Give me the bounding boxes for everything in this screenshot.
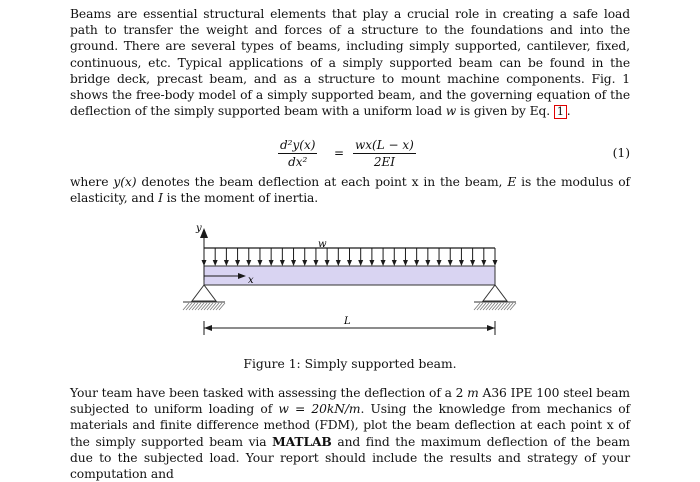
hatch-line bbox=[507, 303, 513, 310]
rhs-numerator: wx(L − x) bbox=[355, 138, 414, 152]
hatch-line bbox=[183, 303, 189, 310]
span-arrow-left bbox=[204, 325, 212, 331]
task-text-4: and find the maximum deflection of the beam due to the subjected load. Your report should include the results and strategy of your computation and bbox=[70, 434, 630, 482]
equals-sign: = bbox=[334, 146, 345, 160]
load-arrow-head bbox=[213, 260, 218, 266]
load-arrow-head bbox=[257, 260, 262, 266]
load-arrow-head bbox=[269, 260, 274, 266]
def-text-2: denotes the beam deflection at each point x in the beam, bbox=[136, 175, 508, 189]
lhs-denominator: dx² bbox=[288, 155, 308, 169]
load-variable: w bbox=[445, 104, 457, 119]
span-arrow-right bbox=[487, 325, 495, 331]
hatch-line bbox=[501, 303, 507, 310]
x-axis-label: x bbox=[248, 275, 254, 286]
rhs-denominator: 2EI bbox=[373, 155, 395, 169]
hatch-line bbox=[495, 303, 501, 310]
load-arrow-head bbox=[336, 260, 341, 266]
intro-text-end: . bbox=[566, 104, 571, 119]
right-support bbox=[483, 285, 507, 301]
load-arrow-head bbox=[235, 260, 240, 266]
load-arrow-head bbox=[493, 260, 498, 266]
load-arrow-head bbox=[481, 260, 486, 266]
task-paragraph bbox=[70, 385, 630, 482]
load-arrow-head bbox=[381, 260, 386, 266]
hatch-line bbox=[192, 303, 198, 310]
load-arrow-head bbox=[459, 260, 464, 266]
hatch-line bbox=[492, 303, 498, 310]
hatch-line bbox=[198, 303, 204, 310]
load-arrow-head bbox=[403, 260, 408, 266]
span-label: L bbox=[344, 316, 351, 327]
load-arrow-head bbox=[325, 260, 330, 266]
def-text-1: where bbox=[70, 175, 114, 189]
left-support bbox=[192, 285, 216, 301]
load-arrow-head bbox=[437, 260, 442, 266]
right-ground-hatch bbox=[474, 303, 516, 310]
hatch-line bbox=[483, 303, 489, 310]
load-expression: w = 20kN/m bbox=[278, 402, 361, 417]
load-arrow-head bbox=[425, 260, 430, 266]
unit-meter: m bbox=[467, 386, 479, 400]
hatch-line bbox=[489, 303, 495, 310]
matlab-keyword: MATLAB bbox=[272, 433, 332, 449]
task-text-2: A36 IPE 100 steel beam subjected to uniform loading of bbox=[70, 386, 630, 417]
hatch-line bbox=[204, 303, 210, 310]
load-arrow-head bbox=[280, 260, 285, 266]
hatch-line bbox=[201, 303, 207, 310]
hatch-line bbox=[504, 303, 510, 310]
load-arrow-head bbox=[291, 260, 296, 266]
load-arrow-head bbox=[313, 260, 318, 266]
load-arrow-head bbox=[448, 260, 453, 266]
y-axis-label: y bbox=[196, 223, 202, 234]
load-arrow-head bbox=[470, 260, 475, 266]
load-arrow-head bbox=[414, 260, 419, 266]
task-text-1: Your team have been tasked with assessing the deflection of a 2 bbox=[70, 386, 468, 400]
load-label: w bbox=[318, 239, 327, 250]
load-arrow-head bbox=[302, 260, 307, 266]
def-text-4: is the moment of inertia. bbox=[162, 191, 319, 206]
deflection-symbol: y(x) bbox=[113, 175, 137, 189]
inertia-symbol: I bbox=[158, 191, 163, 206]
equation-reference-link[interactable]: 1 bbox=[554, 105, 567, 119]
hatch-line bbox=[219, 303, 225, 310]
hatch-line bbox=[486, 303, 492, 310]
intro-text: Beams are essential structural elements that play a crucial role in creating a safe load path to transfer the weight and forces of a structure to the foundations and into the ground. There are several types of beams, including simply supported, cantilever, fixed, continuous, etc. Typical applications of a simply supported beam can be found in the bridge deck, precast beam, and as a structure to mount machine components. Fig. 1 shows the free-body model of a simply supported beam, and the governing equation of the deflection of the simply supported beam with a uniform load bbox=[70, 7, 630, 119]
hatch-line bbox=[510, 303, 516, 310]
hatch-line bbox=[186, 303, 192, 310]
hatch-line bbox=[498, 303, 504, 310]
load-arrow-head bbox=[358, 260, 363, 266]
hatch-line bbox=[216, 303, 222, 310]
lhs-numerator: d²y(x) bbox=[280, 138, 316, 152]
load-arrow-head bbox=[392, 260, 397, 266]
hatch-line bbox=[210, 303, 216, 310]
hatch-line bbox=[474, 303, 480, 310]
intro-text-mid: is given by Eq. bbox=[456, 104, 554, 119]
modulus-symbol: E bbox=[507, 175, 517, 189]
hatch-line bbox=[213, 303, 219, 310]
distributed-load-arrows bbox=[202, 248, 498, 266]
task-text-3: . Using the knowledge from mechanics of materials and finite difference method (FDM), plot the beam deflection at each point x of the simply supported beam via bbox=[70, 402, 631, 449]
load-arrow-head bbox=[347, 260, 352, 266]
hatch-line bbox=[207, 303, 213, 310]
hatch-line bbox=[477, 303, 483, 310]
hatch-line bbox=[195, 303, 201, 310]
equation-number: (1) bbox=[612, 146, 630, 160]
load-arrow-head bbox=[369, 260, 374, 266]
figure-caption: Figure 1: Simply supported beam. bbox=[243, 357, 457, 371]
load-arrow-head bbox=[224, 260, 229, 266]
def-text-3: is the modulus of elasticity, and bbox=[70, 175, 630, 206]
hatch-line bbox=[480, 303, 486, 310]
load-arrow-head bbox=[246, 260, 251, 266]
hatch-line bbox=[189, 303, 195, 310]
left-ground-hatch bbox=[183, 303, 225, 310]
